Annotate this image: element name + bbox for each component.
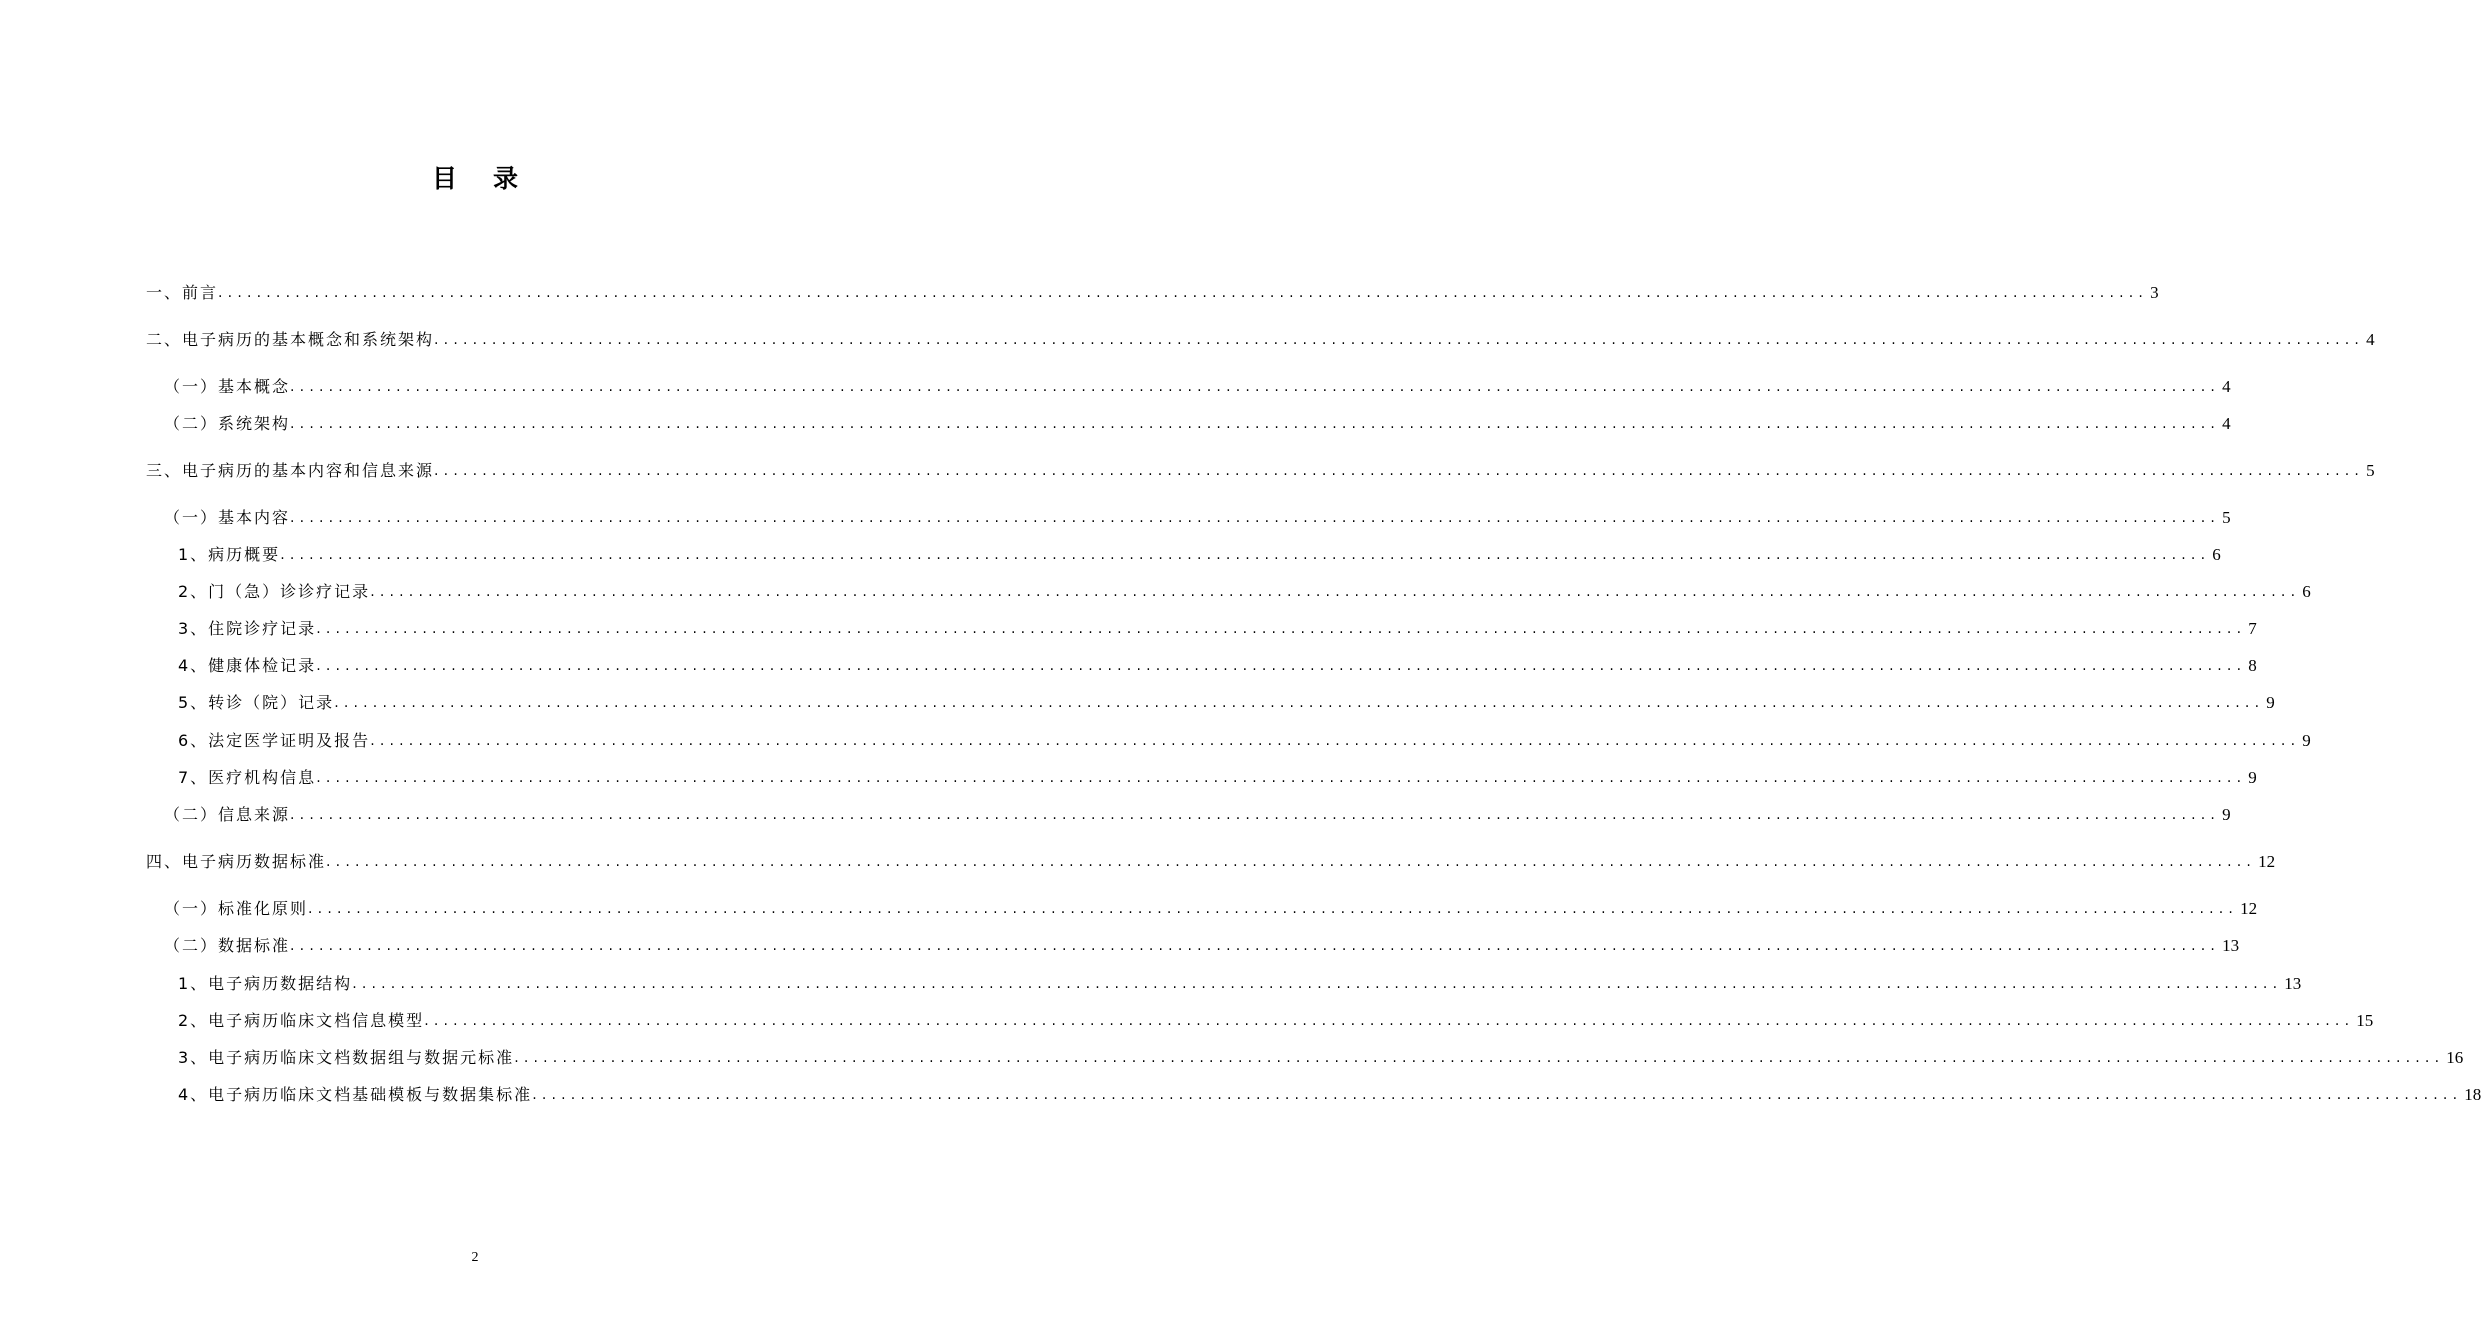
toc-leader-dots: ........................................................................................................................................................................................................: [290, 807, 2221, 823]
toc-entry[interactable]: [146, 458, 2375, 482]
toc-entry[interactable]: [178, 971, 2302, 995]
toc-entry[interactable]: [178, 690, 2275, 714]
toc-entry-page: 6: [2212, 545, 2221, 564]
toc-leader-dots: ........................................................................................................................................................................................................: [316, 658, 2247, 674]
toc-entry-page: 12: [2240, 899, 2258, 918]
toc-entry-label: 3、电子病历临床文档数据组与数据元标准: [178, 1048, 515, 1067]
toc-entry[interactable]: [164, 374, 2231, 398]
toc-leader-dots: ........................................................................................................................................................................................................: [434, 332, 2365, 348]
toc-entry-label: 6、法定医学证明及报告: [178, 731, 371, 750]
toc-leader-dots: ........................................................................................................................................................................................................: [218, 285, 2149, 301]
toc-entry[interactable]: [178, 1045, 2464, 1069]
toc-entry-page: 7: [2248, 619, 2257, 638]
toc-leader-dots: ........................................................................................................................................................................................................: [290, 938, 2221, 954]
toc-leader-dots: ........................................................................................................................................................................................................: [434, 463, 2365, 479]
toc-entry-label: 2、电子病历临床文档信息模型: [178, 1011, 425, 1030]
toc-leader-dots: ........................................................................................................................................................................................................: [532, 1087, 2463, 1103]
toc-entry-label: 三、电子病历的基本内容和信息来源: [146, 461, 435, 480]
toc-leader-dots: ........................................................................................................................................................................................................: [308, 901, 2239, 917]
toc-leader-dots: ........................................................................................................................................................................................................: [290, 510, 2221, 526]
toc-leader-dots: ........................................................................................................................................................................................................: [370, 584, 2301, 600]
toc-entry[interactable]: [164, 802, 2231, 826]
toc-entry-label: 4、健康体检记录: [178, 656, 317, 675]
toc-entry-page: 6: [2302, 582, 2311, 601]
toc-entry-page: 9: [2222, 805, 2231, 824]
toc-entry-label: 7、医疗机构信息: [178, 768, 317, 787]
toc-entry[interactable]: [178, 542, 2221, 566]
toc-entry-page: 13: [2222, 936, 2240, 955]
toc-entry-label: 四、电子病历数据标准: [146, 852, 327, 871]
toc-leader-dots: ........................................................................................................................................................................................................: [290, 379, 2221, 395]
toc-entry-label: 3、住院诊疗记录: [178, 619, 317, 638]
toc-entry-page: 4: [2222, 377, 2231, 396]
toc-entry-page: 9: [2266, 693, 2275, 712]
toc-entry-label: （一）标准化原则: [164, 899, 309, 918]
toc-entry-label: （一）基本概念: [164, 377, 291, 396]
toc-leader-dots: ........................................................................................................................................................................................................: [514, 1050, 2445, 1066]
toc-entry-page: 4: [2366, 330, 2375, 349]
toc-leader-dots: ........................................................................................................................................................................................................: [316, 621, 2247, 637]
toc-entry-page: 9: [2302, 731, 2311, 750]
toc-leader-dots: ........................................................................................................................................................................................................: [352, 976, 2283, 992]
toc-entry-page: 18: [2464, 1085, 2481, 1104]
toc-entry[interactable]: [178, 765, 2257, 789]
toc-entry-page: 9: [2248, 768, 2257, 787]
toc-entry-label: 二、电子病历的基本概念和系统架构: [146, 330, 435, 349]
toc-leader-dots: ........................................................................................................................................................................................................: [424, 1013, 2355, 1029]
toc-leader-dots: ........................................................................................................................................................................................................: [280, 547, 2211, 563]
toc-entry-label: 1、电子病历数据结构: [178, 974, 353, 993]
toc-entry-page: 5: [2222, 508, 2231, 527]
toc-entry[interactable]: [178, 653, 2257, 677]
page-title: 目录: [431, 164, 554, 193]
toc-entry[interactable]: [178, 728, 2311, 752]
toc-entry-label: （二）信息来源: [164, 805, 291, 824]
toc-entry-label: （二）数据标准: [164, 936, 291, 955]
toc-entry[interactable]: [178, 1082, 2481, 1106]
toc-entry[interactable]: [164, 896, 2258, 920]
toc-entry-page: 3: [2150, 283, 2159, 302]
toc-entry-page: 13: [2284, 974, 2302, 993]
toc-entry[interactable]: [164, 933, 2240, 957]
toc-entry[interactable]: [146, 327, 2375, 351]
toc-entry-label: （一）基本内容: [164, 508, 291, 527]
toc-leader-dots: ........................................................................................................................................................................................................: [370, 733, 2301, 749]
toc-entry-label: （二）系统架构: [164, 414, 291, 433]
toc-entry-page: 16: [2446, 1048, 2464, 1067]
toc-leader-dots: ........................................................................................................................................................................................................: [326, 854, 2257, 870]
toc-leader-dots: ........................................................................................................................................................................................................: [334, 695, 2265, 711]
toc-entry[interactable]: [146, 280, 2159, 304]
toc-entry-label: 5、转诊（院）记录: [178, 693, 335, 712]
toc-entry-page: 5: [2366, 461, 2375, 480]
toc-leader-dots: ........................................................................................................................................................................................................: [290, 416, 2221, 432]
toc-entry[interactable]: [146, 849, 2276, 873]
toc-entry-page: 8: [2248, 656, 2257, 675]
toc-entry-label: 4、电子病历临床文档基础模板与数据集标准: [178, 1085, 533, 1104]
toc-entry[interactable]: [178, 579, 2311, 603]
toc-entry-page: 12: [2258, 852, 2276, 871]
toc-entry[interactable]: [178, 1008, 2374, 1032]
toc-entry[interactable]: [178, 616, 2257, 640]
toc-leader-dots: ........................................................................................................................................................................................................: [316, 770, 2247, 786]
toc-entry-label: 一、前言: [146, 283, 219, 302]
toc-entry-label: 1、病历概要: [178, 545, 281, 564]
toc-entry[interactable]: [164, 411, 2231, 435]
page-number: 2: [471, 1250, 479, 1265]
toc-entry-label: 2、门（急）诊诊疗记录: [178, 582, 371, 601]
toc-entry-page: 4: [2222, 414, 2231, 433]
toc-entry-page: 15: [2356, 1011, 2374, 1030]
toc-entry[interactable]: [164, 505, 2231, 529]
